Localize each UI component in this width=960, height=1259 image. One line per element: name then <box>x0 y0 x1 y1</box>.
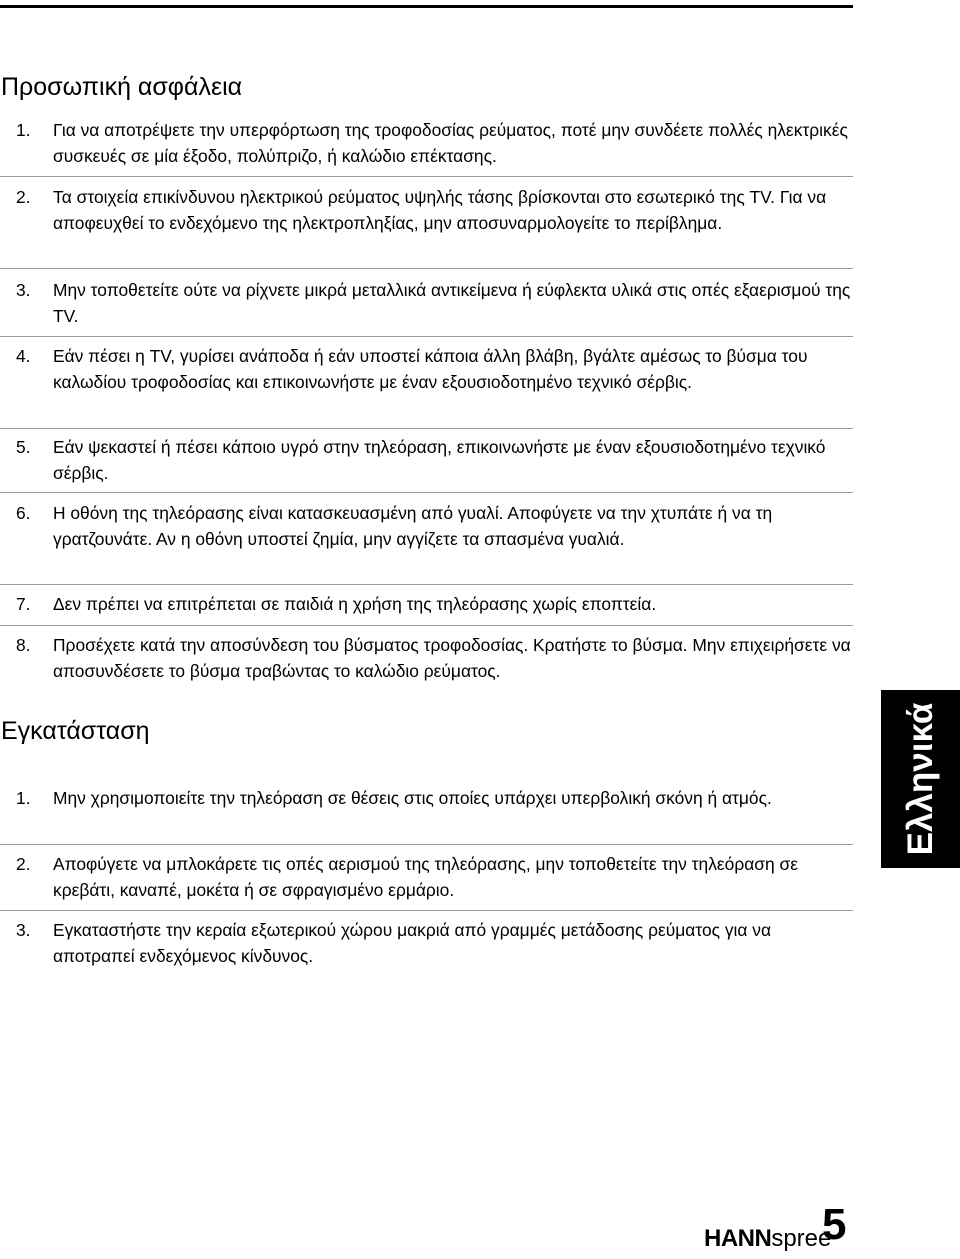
separator <box>0 492 853 493</box>
separator <box>0 910 853 911</box>
item-number: 3. <box>16 920 31 940</box>
item-text: Μην τοποθετείτε ούτε να ρίχνετε μικρά μεταλλικά αντικείμενα ή εύφλεκτα υλικά στις οπές εξαερισμού της TV. <box>53 280 851 326</box>
list-item <box>0 786 853 812</box>
brand-logo-strong: HANN <box>704 1225 772 1252</box>
item-text: Δεν πρέπει να επιτρέπεται σε παιδιά η χρήση της τηλεόρασης χωρίς εποπτεία. <box>53 594 657 614</box>
list-item <box>0 185 853 236</box>
page-number: 5 <box>822 1200 847 1249</box>
item-number: 1. <box>16 788 31 808</box>
list-item <box>0 118 853 169</box>
list-item <box>0 501 853 552</box>
item-number: 2. <box>16 187 31 207</box>
item-number: 7. <box>16 594 31 614</box>
item-text: Εάν πέσει η TV, γυρίσει ανάποδα ή εάν υποστεί κάποια άλλη βλάβη, βγάλτε αμέσως το βύσμα του καλωδίου τροφοδοσίας και επικοινωνήστε με έναν εξουσιοδοτημένο τεχνικό σέρβις. <box>53 346 808 392</box>
brand-logo <box>704 1225 831 1253</box>
item-number: 5. <box>16 437 31 457</box>
item-number: 8. <box>16 635 31 655</box>
list-item <box>0 633 853 684</box>
separator <box>0 625 853 626</box>
list-item <box>0 592 853 618</box>
language-side-tab <box>881 690 960 868</box>
item-number: 1. <box>16 120 31 140</box>
section-title-personal-safety: Προσωπική ασφάλεια <box>1 73 243 101</box>
item-text: Για να αποτρέψετε την υπερφόρτωση της τροφοδοσίας ρεύματος, ποτέ μην συνδέετε πολλές ηλεκτρικές συσκευές σε μία έξοδο, πολύπριζο, ή καλώδιο επέκτασης. <box>53 120 848 166</box>
top-rule <box>0 5 853 8</box>
item-text: Η οθόνη της τηλεόρασης είναι κατασκευασμένη από γυαλί. Αποφύγετε να την χτυπάτε ή να τη γρατζουνάτε. Αν η οθόνη υποστεί ζημία, μην αγγίζετε τα σπασμένα γυαλιά. <box>53 503 773 549</box>
item-text: Τα στοιχεία επικίνδυνου ηλεκτρικού ρεύματος υψηλής τάσης βρίσκονται στο εσωτερικό της TV. Για να αποφευχθεί το ενδεχόμενο της ηλεκτροπληξίας, μην αποσυναρμολογείτε το περίβλημα. <box>53 187 827 233</box>
list-item <box>0 852 853 903</box>
language-label: Ελληνικά <box>900 702 940 856</box>
list-item <box>0 435 853 486</box>
item-text: Εάν ψεκαστεί ή πέσει κάποιο υγρό στην τηλεόραση, επικοινωνήστε με έναν εξουσιοδοτημένο τεχνικό σέρβις. <box>53 437 826 483</box>
item-text: Εγκαταστήστε την κεραία εξωτερικού χώρου μακριά από γραμμές μετάδοσης ρεύματος για να αποτραπεί ενδεχόμενος κίνδυνος. <box>53 920 772 966</box>
item-text: Μην χρησιμοποιείτε την τηλεόραση σε θέσεις στις οποίες υπάρχει υπερβολική σκόνη ή ατμός. <box>53 788 772 808</box>
separator <box>0 584 853 585</box>
brand-logo-light: spree <box>771 1225 832 1252</box>
separator <box>0 336 853 337</box>
section-title-installation: Εγκατάσταση <box>1 717 150 745</box>
item-text: Προσέχετε κατά την αποσύνδεση του βύσματος τροφοδοσίας. Κρατήστε το βύσμα. Μην επιχειρήσετε να αποσυνδέσετε το βύσμα τραβώντας το καλώδιο ρεύματος. <box>53 635 851 681</box>
item-number: 2. <box>16 854 31 874</box>
item-text: Αποφύγετε να μπλοκάρετε τις οπές αερισμού της τηλεόρασης, μην τοποθετείτε την τηλεόραση σε κρεβάτι, καναπέ, μοκέτα ή σε σφραγισμένο ερμάριο. <box>53 854 798 900</box>
list-item <box>0 278 853 329</box>
separator <box>0 268 853 269</box>
separator <box>0 176 853 177</box>
item-number: 6. <box>16 503 31 523</box>
separator <box>0 844 853 845</box>
list-item <box>0 918 853 969</box>
separator <box>0 428 853 429</box>
list-item <box>0 344 853 395</box>
item-number: 4. <box>16 346 31 366</box>
item-number: 3. <box>16 280 31 300</box>
